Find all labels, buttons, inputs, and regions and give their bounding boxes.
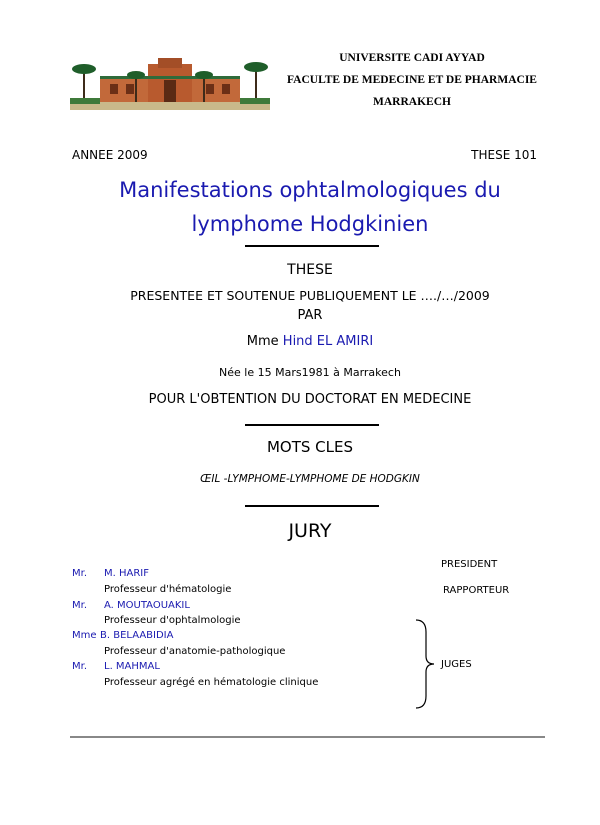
faculty-name: FACULTE DE MEDECINE ET DE PHARMACIE — [287, 74, 537, 86]
university-name: UNIVERSITE CADI AYYAD — [339, 52, 485, 64]
author-line — [0, 334, 600, 349]
presented-line: PRESENTEE ET SOUTENUE PUBLIQUEMENT LE …./…/2009 — [130, 288, 490, 303]
role-president: PRESIDENT — [441, 559, 498, 570]
city-name: MARRAKECH — [373, 96, 451, 108]
jury-member-title: Mr. — [72, 661, 87, 672]
author-name: Hind EL AMIRI — [282, 334, 374, 349]
keywords-label: MOTS CLES — [266, 438, 354, 456]
purpose-line: POUR L'OBTENTION DU DOCTORAT EN MEDECINE — [148, 392, 472, 407]
footer-divider — [70, 736, 545, 738]
jury-member-role: Professeur d'ophtalmologie — [104, 615, 241, 626]
jury-member-name: L. MAHMAL — [104, 661, 160, 672]
birth-info: Née le 15 Mars1981 à Marrakech — [219, 366, 401, 379]
thesis-title-line1: Manifestations ophtalmologiques du — [119, 178, 501, 202]
faculty-logo — [70, 56, 270, 110]
jury-member-name: M. HARIF — [104, 568, 149, 579]
thesis-title-line2: lymphome Hodgkinien — [191, 212, 429, 236]
par-label: PAR — [297, 308, 323, 323]
jury-member-title: Mme — [72, 630, 97, 641]
jury-member-role: Professeur d'anatomie-pathologique — [104, 646, 286, 657]
role-juges: JUGES — [441, 659, 472, 670]
jury-label: JURY — [288, 520, 332, 542]
year-label: ANNEE 2009 — [72, 148, 148, 162]
jury-member-title: Mr. — [72, 568, 87, 579]
jury-member-title: Mr. — [72, 600, 87, 611]
keywords-value: ŒIL -LYMPHOME-LYMPHOME DE HODGKIN — [200, 473, 420, 485]
thesis-number: THESE 101 — [471, 148, 537, 162]
jury-member-role: Professeur agrégé en hématologie clinique — [104, 677, 319, 688]
jury-member-role: Professeur d'hématologie — [104, 584, 232, 595]
these-label: THESE — [287, 262, 333, 278]
role-rapporteur: RAPPORTEUR — [443, 585, 510, 596]
jury-member-name: A. MOUTAOUAKIL — [104, 600, 190, 611]
divider — [245, 245, 379, 247]
brace-icon — [414, 618, 438, 710]
author-prefix: Mme — [246, 334, 279, 349]
divider — [245, 505, 379, 507]
divider — [245, 424, 379, 426]
jury-member-name: B. BELAABIDIA — [100, 630, 174, 641]
